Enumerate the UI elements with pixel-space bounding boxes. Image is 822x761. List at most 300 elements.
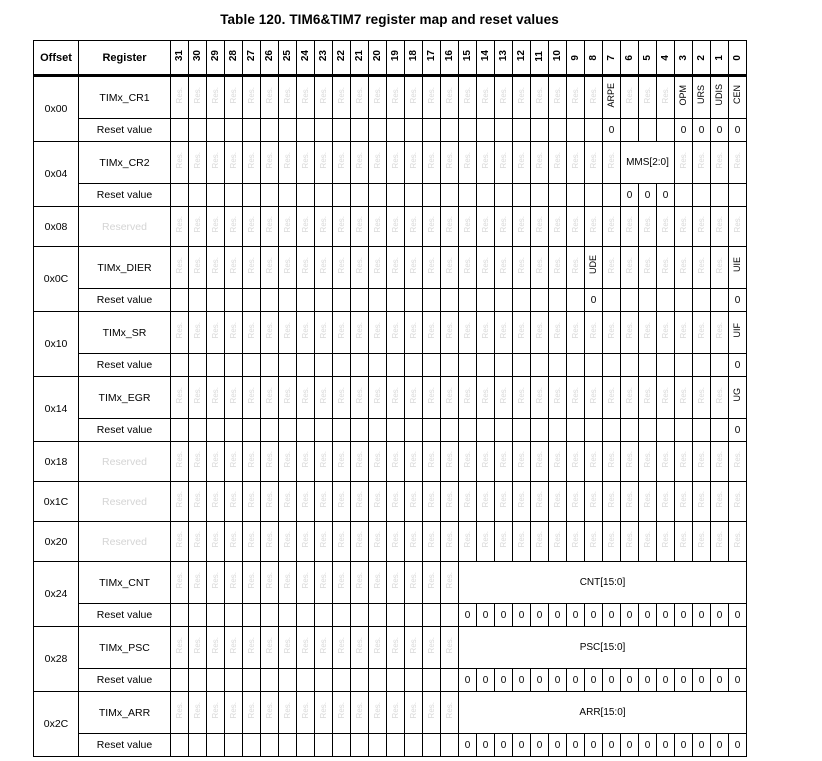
reset-bit-cell bbox=[441, 604, 459, 627]
res-label: Res. bbox=[174, 386, 184, 404]
reset-bit-cell bbox=[513, 289, 531, 312]
res-bit-cell bbox=[639, 482, 657, 522]
reset-bit-cell bbox=[477, 119, 495, 142]
reset-bit-cell bbox=[585, 184, 603, 207]
res-label: Res. bbox=[246, 256, 256, 274]
res-label: Res. bbox=[264, 571, 274, 589]
reset-value-label-cell: Reset value bbox=[79, 419, 171, 442]
res-bit-cell bbox=[225, 562, 243, 604]
reset-bit-cell bbox=[297, 669, 315, 692]
bit-number-label: 16 bbox=[443, 50, 455, 62]
res-bit-cell bbox=[297, 522, 315, 562]
reset-bit-cell: 0 bbox=[513, 669, 531, 692]
res-label: Res. bbox=[246, 86, 256, 104]
res-bit-cell bbox=[441, 627, 459, 669]
reset-bit-cell bbox=[549, 419, 567, 442]
res-bit-cell bbox=[243, 627, 261, 669]
reset-bit-cell: 0 bbox=[459, 734, 477, 757]
reset-bit-cell bbox=[441, 119, 459, 142]
reset-bit-cell bbox=[477, 354, 495, 377]
reset-bit-cell: 0 bbox=[675, 669, 693, 692]
reset-bit-cell bbox=[675, 419, 693, 442]
res-label: Res. bbox=[246, 701, 256, 719]
res-label: Res. bbox=[696, 490, 706, 508]
reset-bit-cell bbox=[405, 604, 423, 627]
res-bit-cell bbox=[459, 76, 477, 119]
res-bit-cell bbox=[171, 76, 189, 119]
reset-bit-cell bbox=[225, 119, 243, 142]
res-bit-cell bbox=[315, 482, 333, 522]
res-bit-cell bbox=[495, 247, 513, 289]
res-label: Res. bbox=[300, 86, 310, 104]
res-bit-cell bbox=[243, 207, 261, 247]
reset-bit-cell bbox=[675, 289, 693, 312]
res-bit-cell bbox=[621, 377, 639, 419]
res-label: Res. bbox=[354, 490, 364, 508]
reset-bit-cell: 0 bbox=[567, 734, 585, 757]
res-bit-cell bbox=[603, 522, 621, 562]
res-label: Res. bbox=[714, 215, 724, 233]
res-bit-cell bbox=[189, 207, 207, 247]
res-label: Res. bbox=[228, 151, 238, 169]
res-label: Res. bbox=[678, 450, 688, 468]
res-bit-cell bbox=[675, 522, 693, 562]
res-label: Res. bbox=[696, 215, 706, 233]
res-bit-cell bbox=[171, 312, 189, 354]
res-label: Res. bbox=[678, 530, 688, 548]
res-bit-cell bbox=[261, 312, 279, 354]
res-label: Res. bbox=[192, 636, 202, 654]
res-label: Res. bbox=[174, 701, 184, 719]
reset-bit-cell bbox=[243, 734, 261, 757]
field-label: CEN bbox=[732, 85, 742, 105]
res-bit-cell bbox=[603, 482, 621, 522]
res-label: Res. bbox=[372, 636, 382, 654]
res-label: Res. bbox=[552, 86, 562, 104]
field-bit-cell bbox=[585, 247, 603, 289]
res-label: Res. bbox=[210, 571, 220, 589]
res-label: Res. bbox=[552, 151, 562, 169]
reset-bit-cell bbox=[423, 419, 441, 442]
res-label: Res. bbox=[444, 215, 454, 233]
reset-bit-cell bbox=[171, 289, 189, 312]
res-bit-cell bbox=[207, 312, 225, 354]
register-row bbox=[34, 692, 747, 734]
res-label: Res. bbox=[462, 215, 472, 233]
reset-bit-cell bbox=[387, 184, 405, 207]
res-bit-cell bbox=[225, 692, 243, 734]
res-bit-cell bbox=[207, 627, 225, 669]
res-bit-cell bbox=[387, 692, 405, 734]
res-label: Res. bbox=[660, 321, 670, 339]
res-bit-cell bbox=[351, 312, 369, 354]
res-label: Res. bbox=[732, 490, 742, 508]
res-bit-cell bbox=[279, 627, 297, 669]
res-label: Res. bbox=[210, 151, 220, 169]
res-label: Res. bbox=[336, 256, 346, 274]
bit-number-label: 29 bbox=[209, 50, 221, 62]
res-label: Res. bbox=[390, 571, 400, 589]
res-bit-cell bbox=[297, 247, 315, 289]
res-label: Res. bbox=[300, 151, 310, 169]
offset-cell: 0x28 bbox=[34, 627, 79, 692]
res-bit-cell bbox=[423, 627, 441, 669]
reset-bit-cell bbox=[279, 184, 297, 207]
res-bit-cell bbox=[621, 442, 639, 482]
res-bit-cell bbox=[297, 627, 315, 669]
reset-bit-cell: 0 bbox=[603, 669, 621, 692]
res-bit-cell bbox=[189, 142, 207, 184]
bit-header-cell bbox=[441, 41, 459, 76]
reset-bit-cell bbox=[675, 354, 693, 377]
bit-number-label: 22 bbox=[335, 50, 347, 62]
res-bit-cell bbox=[225, 482, 243, 522]
res-bit-cell bbox=[279, 76, 297, 119]
res-bit-cell bbox=[585, 442, 603, 482]
reset-value-label-cell: Reset value bbox=[79, 289, 171, 312]
res-label: Res. bbox=[210, 386, 220, 404]
res-bit-cell bbox=[621, 482, 639, 522]
res-bit-cell bbox=[405, 482, 423, 522]
res-label: Res. bbox=[192, 530, 202, 548]
reset-bit-cell bbox=[387, 289, 405, 312]
res-label: Res. bbox=[228, 701, 238, 719]
reset-bit-cell bbox=[693, 184, 711, 207]
res-label: Res. bbox=[444, 151, 454, 169]
reset-bit-cell bbox=[441, 289, 459, 312]
bit-header-cell bbox=[171, 41, 189, 76]
res-bit-cell bbox=[693, 377, 711, 419]
res-label: Res. bbox=[336, 386, 346, 404]
res-bit-cell bbox=[405, 692, 423, 734]
res-bit-cell bbox=[171, 207, 189, 247]
reset-bit-cell bbox=[351, 419, 369, 442]
res-label: Res. bbox=[210, 450, 220, 468]
reset-bit-cell: 0 bbox=[477, 669, 495, 692]
res-bit-cell bbox=[243, 442, 261, 482]
res-label: Res. bbox=[534, 386, 544, 404]
res-bit-cell bbox=[297, 692, 315, 734]
res-bit-cell bbox=[405, 312, 423, 354]
reset-bit-cell: 0 bbox=[621, 669, 639, 692]
bit-number-label: 17 bbox=[425, 50, 437, 62]
bit-number-label: 5 bbox=[641, 54, 653, 61]
reset-bit-cell bbox=[189, 289, 207, 312]
field-label: UG bbox=[732, 388, 742, 402]
reset-bit-cell bbox=[225, 419, 243, 442]
res-label: Res. bbox=[534, 321, 544, 339]
res-label: Res. bbox=[444, 701, 454, 719]
reset-bit-cell bbox=[657, 354, 675, 377]
res-bit-cell bbox=[585, 312, 603, 354]
res-label: Res. bbox=[624, 450, 634, 468]
reset-bit-cell: 0 bbox=[711, 669, 729, 692]
reset-bit-cell bbox=[513, 184, 531, 207]
res-bit-cell bbox=[405, 247, 423, 289]
res-label: Res. bbox=[246, 386, 256, 404]
res-label: Res. bbox=[210, 86, 220, 104]
res-bit-cell bbox=[711, 442, 729, 482]
res-label: Res. bbox=[678, 256, 688, 274]
res-label: Res. bbox=[372, 450, 382, 468]
reset-bit-cell bbox=[423, 354, 441, 377]
bit-header-cell bbox=[531, 41, 549, 76]
res-label: Res. bbox=[210, 636, 220, 654]
reserved-row bbox=[34, 522, 747, 562]
reset-bit-cell: 0 bbox=[675, 734, 693, 757]
reset-bit-cell bbox=[369, 354, 387, 377]
res-label: Res. bbox=[570, 450, 580, 468]
reset-bit-cell bbox=[351, 289, 369, 312]
res-bit-cell bbox=[333, 312, 351, 354]
reset-bit-cell bbox=[657, 119, 675, 142]
res-bit-cell bbox=[603, 247, 621, 289]
res-label: Res. bbox=[336, 151, 346, 169]
res-bit-cell bbox=[459, 312, 477, 354]
res-label: Res. bbox=[282, 386, 292, 404]
reset-bit-cell bbox=[261, 354, 279, 377]
res-bit-cell bbox=[477, 76, 495, 119]
res-bit-cell bbox=[531, 522, 549, 562]
res-label: Res. bbox=[246, 530, 256, 548]
bit-number-label: 24 bbox=[299, 50, 311, 62]
res-label: Res. bbox=[714, 321, 724, 339]
reset-bit-cell: 0 bbox=[693, 734, 711, 757]
reset-bit-cell: 0 bbox=[639, 734, 657, 757]
res-label: Res. bbox=[606, 530, 616, 548]
res-label: Res. bbox=[426, 450, 436, 468]
bit-number-label: 0 bbox=[731, 54, 743, 61]
res-label: Res. bbox=[606, 386, 616, 404]
reset-bit-cell: 0 bbox=[495, 669, 513, 692]
bit-header-cell bbox=[693, 41, 711, 76]
field-bit-cell bbox=[693, 76, 711, 119]
res-bit-cell bbox=[423, 247, 441, 289]
reset-bit-cell bbox=[171, 354, 189, 377]
reset-bit-cell bbox=[729, 184, 747, 207]
res-bit-cell bbox=[603, 207, 621, 247]
reset-bit-cell bbox=[477, 184, 495, 207]
reset-bit-cell: 0 bbox=[621, 604, 639, 627]
bit-number-label: 18 bbox=[407, 50, 419, 62]
res-bit-cell bbox=[423, 562, 441, 604]
res-bit-cell bbox=[711, 482, 729, 522]
res-bit-cell bbox=[387, 76, 405, 119]
res-bit-cell bbox=[531, 207, 549, 247]
res-label: Res. bbox=[192, 490, 202, 508]
res-bit-cell bbox=[477, 207, 495, 247]
reset-bit-cell bbox=[369, 289, 387, 312]
reset-bit-cell bbox=[261, 734, 279, 757]
res-label: Res. bbox=[498, 450, 508, 468]
reset-bit-cell: 0 bbox=[711, 734, 729, 757]
res-bit-cell bbox=[261, 692, 279, 734]
res-bit-cell bbox=[549, 482, 567, 522]
res-label: Res. bbox=[246, 490, 256, 508]
res-label: Res. bbox=[228, 530, 238, 548]
res-bit-cell bbox=[189, 692, 207, 734]
reset-bit-cell bbox=[405, 184, 423, 207]
res-bit-cell bbox=[711, 312, 729, 354]
reset-bit-cell bbox=[189, 604, 207, 627]
res-label: Res. bbox=[192, 571, 202, 589]
res-bit-cell bbox=[207, 142, 225, 184]
bit-header-cell bbox=[495, 41, 513, 76]
res-bit-cell bbox=[405, 76, 423, 119]
reset-bit-cell bbox=[531, 119, 549, 142]
reset-bit-cell: 0 bbox=[531, 734, 549, 757]
res-bit-cell bbox=[171, 377, 189, 419]
res-bit-cell bbox=[459, 377, 477, 419]
reset-bit-cell bbox=[603, 289, 621, 312]
res-bit-cell bbox=[621, 247, 639, 289]
res-label: Res. bbox=[624, 321, 634, 339]
res-label: Res. bbox=[264, 450, 274, 468]
res-label: Res. bbox=[660, 386, 670, 404]
reset-bit-cell bbox=[225, 604, 243, 627]
res-label: Res. bbox=[624, 386, 634, 404]
res-label: Res. bbox=[480, 490, 490, 508]
res-bit-cell bbox=[351, 482, 369, 522]
res-label: Res. bbox=[282, 450, 292, 468]
reset-bit-cell bbox=[423, 604, 441, 627]
res-bit-cell bbox=[387, 207, 405, 247]
res-label: Res. bbox=[300, 636, 310, 654]
reset-bit-cell bbox=[639, 289, 657, 312]
res-bit-cell bbox=[585, 207, 603, 247]
res-bit-cell bbox=[261, 442, 279, 482]
res-bit-cell bbox=[351, 692, 369, 734]
res-bit-cell bbox=[225, 76, 243, 119]
bit-number-label: 30 bbox=[191, 50, 203, 62]
res-bit-cell bbox=[531, 247, 549, 289]
res-bit-cell bbox=[171, 562, 189, 604]
reset-bit-cell bbox=[711, 184, 729, 207]
res-bit-cell bbox=[405, 627, 423, 669]
res-label: Res. bbox=[444, 321, 454, 339]
field-bit-cell bbox=[729, 247, 747, 289]
reset-bit-cell bbox=[369, 419, 387, 442]
reset-bit-cell bbox=[441, 669, 459, 692]
res-label: Res. bbox=[300, 321, 310, 339]
res-label: Res. bbox=[264, 151, 274, 169]
reset-bit-cell bbox=[567, 419, 585, 442]
reset-bit-cell bbox=[171, 184, 189, 207]
reset-bit-cell: 0 bbox=[657, 734, 675, 757]
res-bit-cell bbox=[549, 142, 567, 184]
res-bit-cell bbox=[351, 207, 369, 247]
reset-bit-cell bbox=[297, 604, 315, 627]
reset-bit-cell bbox=[315, 354, 333, 377]
res-bit-cell bbox=[621, 207, 639, 247]
res-bit-cell bbox=[351, 247, 369, 289]
res-bit-cell bbox=[621, 522, 639, 562]
reset-row bbox=[34, 119, 747, 142]
bit-header-cell bbox=[657, 41, 675, 76]
res-bit-cell bbox=[387, 562, 405, 604]
res-label: Res. bbox=[696, 256, 706, 274]
reset-bit-cell bbox=[315, 604, 333, 627]
res-bit-cell bbox=[639, 76, 657, 119]
res-bit-cell bbox=[693, 522, 711, 562]
res-bit-cell bbox=[729, 522, 747, 562]
reset-bit-cell: 0 bbox=[657, 604, 675, 627]
bit-header-cell bbox=[333, 41, 351, 76]
res-label: Res. bbox=[678, 490, 688, 508]
bit-number-label: 27 bbox=[245, 50, 257, 62]
offset-cell: 0x0C bbox=[34, 247, 79, 312]
bit-number-label: 28 bbox=[227, 50, 239, 62]
reset-bit-cell bbox=[693, 354, 711, 377]
bit-number-label: 20 bbox=[371, 50, 383, 62]
res-label: Res. bbox=[228, 215, 238, 233]
reset-bit-cell bbox=[585, 119, 603, 142]
reset-bit-cell bbox=[567, 289, 585, 312]
reset-bit-cell bbox=[171, 604, 189, 627]
reset-bit-cell bbox=[207, 184, 225, 207]
reset-bit-cell bbox=[207, 119, 225, 142]
res-bit-cell bbox=[639, 377, 657, 419]
res-label: Res. bbox=[282, 701, 292, 719]
res-label: Res. bbox=[282, 571, 292, 589]
res-bit-cell bbox=[477, 522, 495, 562]
res-label: Res. bbox=[300, 256, 310, 274]
res-label: Res. bbox=[300, 490, 310, 508]
res-label: Res. bbox=[426, 256, 436, 274]
bit-header-cell bbox=[351, 41, 369, 76]
res-bit-cell bbox=[279, 312, 297, 354]
reset-bit-cell bbox=[333, 184, 351, 207]
reset-bit-cell: 0 bbox=[729, 669, 747, 692]
res-bit-cell bbox=[387, 377, 405, 419]
res-bit-cell bbox=[423, 377, 441, 419]
res-label: Res. bbox=[264, 490, 274, 508]
res-label: Res. bbox=[714, 386, 724, 404]
res-label: Res. bbox=[318, 636, 328, 654]
res-bit-cell bbox=[387, 627, 405, 669]
res-label: Res. bbox=[264, 215, 274, 233]
reset-bit-cell bbox=[243, 119, 261, 142]
offset-cell: 0x18 bbox=[34, 442, 79, 482]
res-bit-cell bbox=[243, 522, 261, 562]
reset-bit-cell: 0 bbox=[477, 734, 495, 757]
res-label: Res. bbox=[372, 151, 382, 169]
res-bit-cell bbox=[711, 247, 729, 289]
register-row bbox=[34, 627, 747, 669]
reset-bit-cell bbox=[315, 669, 333, 692]
res-label: Res. bbox=[228, 86, 238, 104]
res-bit-cell bbox=[729, 142, 747, 184]
res-bit-cell bbox=[729, 207, 747, 247]
res-bit-cell bbox=[621, 76, 639, 119]
res-bit-cell bbox=[225, 442, 243, 482]
res-label: Res. bbox=[228, 571, 238, 589]
res-bit-cell bbox=[639, 442, 657, 482]
reset-value-label-cell: Reset value bbox=[79, 604, 171, 627]
bit-header-cell bbox=[207, 41, 225, 76]
reset-bit-cell bbox=[441, 419, 459, 442]
bit-header-cell bbox=[387, 41, 405, 76]
res-bit-cell bbox=[315, 562, 333, 604]
reset-bit-cell bbox=[243, 604, 261, 627]
reset-bit-cell bbox=[261, 419, 279, 442]
res-bit-cell bbox=[531, 377, 549, 419]
res-label: Res. bbox=[462, 530, 472, 548]
res-label: Res. bbox=[408, 151, 418, 169]
res-bit-cell bbox=[639, 207, 657, 247]
reset-bit-cell bbox=[225, 184, 243, 207]
res-bit-cell bbox=[261, 76, 279, 119]
